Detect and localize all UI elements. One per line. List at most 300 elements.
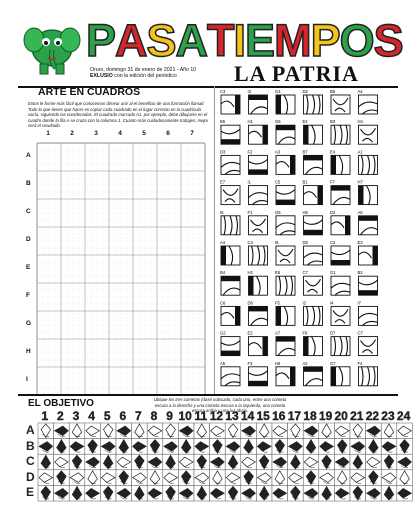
puzzle-piece (220, 331, 240, 356)
kite-cell (256, 439, 272, 455)
puzzle-piece (330, 240, 350, 265)
piece-label: F6 (302, 330, 308, 336)
kite-cell (54, 485, 70, 501)
objetivo-column-number: 7 (135, 409, 142, 423)
piece-label: C7 (302, 270, 308, 276)
piece-label: I4 (330, 300, 334, 306)
kite-cell (350, 470, 366, 486)
puzzle-piece (220, 149, 240, 174)
objetivo-column-number: 10 (178, 409, 192, 423)
kite-cell (397, 439, 413, 455)
puzzle-piece (303, 361, 323, 386)
kite-cell (194, 470, 210, 486)
kite-cell (366, 423, 382, 439)
kite-cell (288, 454, 304, 470)
puzzle-piece (330, 89, 350, 114)
piece-label: G6 (275, 119, 281, 125)
kite-cell (132, 470, 148, 486)
puzzle-piece (275, 361, 295, 386)
piece-label: E4 (302, 119, 308, 125)
objetivo-row-letter: A (26, 423, 35, 437)
piece-label: B1 (302, 179, 308, 185)
puzzle-piece (275, 210, 295, 235)
kite-cell (69, 470, 85, 486)
piece-label: I2 (302, 300, 306, 306)
puzzle-piece (303, 180, 323, 205)
piece-label: D2 (330, 209, 336, 215)
exclusive-text: con la edición del periódico (112, 73, 177, 79)
grid-row-letter: I (26, 376, 28, 383)
kite-cell (319, 439, 335, 455)
kite-cell (334, 439, 350, 455)
piece-label: B6 (220, 119, 226, 125)
piece-label: I5 (275, 240, 279, 245)
grid-column-number: 5 (142, 130, 146, 137)
piece-label: A6 (357, 209, 363, 215)
title-letter: O (339, 15, 374, 66)
grid-column-number: 4 (118, 130, 122, 137)
puzzle-piece (248, 270, 268, 295)
grid-lines (36, 142, 206, 396)
arte-section-title: ARTE EN CUADROS (38, 86, 141, 98)
piece-label: A4 (357, 89, 363, 94)
grid-row-letter: B (26, 180, 31, 187)
piece-label: H2 (247, 270, 253, 276)
kite-cell (350, 423, 366, 439)
grid-column-number: 3 (94, 130, 98, 137)
kite-cell (256, 423, 272, 439)
title-letter: A (115, 15, 147, 66)
piece-label: H1 (247, 119, 253, 125)
objetivo-column-number: 19 (318, 409, 333, 423)
puzzle-piece (358, 361, 378, 386)
kite-cell (38, 470, 54, 486)
puzzle-piece (248, 240, 268, 265)
kite-cell (381, 439, 397, 455)
kite-cell (116, 423, 132, 439)
puzzle-piece (358, 180, 378, 205)
kite-cell (334, 423, 350, 439)
kite-cell (178, 423, 194, 439)
kite-cell (350, 439, 366, 455)
elephant-mascot-logo (22, 18, 82, 76)
piece-label: H7 (357, 179, 363, 185)
grid-row-letter: G (26, 320, 32, 327)
objetivo-column-number: 6 (119, 409, 127, 423)
piece-label: G2 (220, 330, 226, 336)
kite-cell (334, 470, 350, 486)
puzzle-piece (330, 361, 350, 386)
kite-cell (163, 439, 179, 455)
title-letter: M (274, 15, 311, 66)
kite-cell (85, 485, 101, 501)
piece-label: I3 (247, 89, 251, 94)
kite-cell (397, 454, 413, 470)
piece-label: C4 (247, 240, 253, 245)
puzzle-piece (220, 240, 240, 265)
kite-cell (194, 423, 210, 439)
kite-cell (303, 485, 319, 501)
kite-cell (397, 485, 413, 501)
objetivo-column-number: 5 (103, 409, 111, 423)
grid-column-number: 2 (70, 130, 74, 137)
kite-cell (38, 485, 54, 501)
kite-cell (147, 454, 163, 470)
puzzle-piece (303, 331, 323, 356)
objetivo-column-number: 24 (396, 409, 411, 423)
piece-label: F3 (247, 360, 253, 366)
objetivo-column-number: 9 (166, 409, 173, 423)
puzzle-piece (330, 149, 350, 174)
title-letter: A (175, 15, 208, 66)
kite-cell (225, 423, 241, 439)
objetivo-column-number: 8 (150, 409, 158, 423)
puzzle-piece (275, 331, 295, 356)
kite-cell (272, 470, 288, 486)
objetivo-row-letter: C (26, 454, 35, 469)
kite-cell (38, 454, 54, 470)
kite-cell (319, 423, 335, 439)
kite-cell (85, 423, 101, 439)
objetivo-column-number: 14 (240, 409, 255, 423)
puzzle-piece (220, 361, 240, 386)
kite-cell (163, 470, 179, 486)
puzzle-piece (358, 240, 378, 265)
kite-cell (210, 485, 226, 501)
kite-cell (163, 423, 179, 439)
puzzle-piece (248, 210, 268, 235)
objetivo-column-number: 20 (334, 409, 348, 423)
puzzle-piece (358, 89, 378, 114)
kite-cell (303, 423, 319, 439)
title-letter: E (245, 15, 275, 66)
grid-row-letter: E (26, 264, 31, 271)
kite-cell (303, 470, 319, 486)
pasatiempos-title (86, 15, 403, 66)
grid-row-letter: H (26, 348, 31, 355)
puzzle-piece (303, 240, 323, 265)
puzzle-piece (303, 300, 323, 325)
puzzle-piece (330, 270, 350, 295)
kite-cell (272, 485, 288, 501)
puzzle-piece (220, 210, 240, 235)
title-letter: P (86, 15, 116, 66)
piece-label: E3 (357, 240, 363, 245)
puzzle-piece (248, 149, 268, 174)
kite-cell (366, 485, 382, 501)
kite-cell (319, 454, 335, 470)
piece-label: B3 (330, 119, 336, 125)
kite-cell (381, 470, 397, 486)
kite-cell (194, 485, 210, 501)
piece-label: I6 (220, 209, 224, 215)
grid-row-letter: A (26, 152, 31, 159)
kite-cell (38, 423, 54, 439)
piece-label: G1 (330, 270, 336, 276)
kite-cell (147, 485, 163, 501)
kite-cell (100, 485, 116, 501)
piece-label: H4 (357, 119, 363, 125)
kite-cell (69, 454, 85, 470)
kite-cell (116, 439, 132, 455)
puzzle-piece (275, 270, 295, 295)
puzzle-piece (220, 119, 240, 144)
title-letter: I (233, 15, 246, 66)
piece-label: F2 (247, 149, 253, 155)
kite-cell (366, 454, 382, 470)
kite-cell (178, 439, 194, 455)
puzzle-piece (330, 331, 350, 356)
kite-cell (194, 439, 210, 455)
kite-cell (381, 423, 397, 439)
kite-cell (256, 485, 272, 501)
piece-label: G4 (275, 89, 281, 94)
kite-cell (256, 470, 272, 486)
kite-cell (241, 485, 257, 501)
kite-cell (381, 485, 397, 501)
piece-label: E4 (330, 149, 336, 155)
objetivo-column-number: 17 (287, 409, 302, 423)
piece-label: G7 (330, 360, 336, 366)
piece-label: A3 (275, 149, 281, 155)
puzzle-piece (358, 149, 378, 174)
piece-label: F1 (247, 209, 253, 215)
puzzle-piece (220, 89, 240, 114)
kite-cell (54, 454, 70, 470)
kite-cell (334, 485, 350, 501)
grid-row-letter: D (26, 236, 31, 243)
kite-cell (366, 470, 382, 486)
kite-cell (288, 423, 304, 439)
kite-cell (147, 423, 163, 439)
puzzle-piece (303, 119, 323, 144)
objetivo-row-letter: D (26, 469, 35, 484)
kite-cell (319, 485, 335, 501)
piece-label: H6 (275, 360, 281, 366)
kite-cell (350, 485, 366, 501)
kite-cell (147, 470, 163, 486)
puzzle-piece (275, 300, 295, 325)
objetivo-row-letter: B (26, 438, 35, 453)
exclusive-label: EXLUSIO (90, 73, 113, 79)
puzzle-piece (220, 180, 240, 205)
piece-label: C6 (220, 300, 226, 306)
puzzle-piece (330, 119, 350, 144)
kite-cell (288, 485, 304, 501)
kite-cell (54, 470, 70, 486)
objetivo-divider (18, 394, 398, 396)
piece-label: D3 (220, 149, 226, 155)
piece-label: B7 (302, 149, 308, 155)
kite-cell (210, 454, 226, 470)
kite-cell (334, 454, 350, 470)
title-letter: T (207, 15, 234, 66)
arte-instructions: Estos le forme más fácil que conocemos dirnear unir al el beneficio de una formación llamail. Todo lo que tienes que hacer es copiar cada cuadrado en el lugar correcto en la cuadrícula vacía, siguiendo las coordenadas. El cuadrado marcado A1, por ejemplo, debe dibujarse en el cuadro donde la fila A se cruza con la columna 1. Cuanto más cuidadosamente trabajes, mejor será el resultado. (28, 101, 209, 128)
kite-cell (116, 454, 132, 470)
piece-label: C5 (275, 179, 281, 185)
kite-cell (241, 470, 257, 486)
puzzle-piece (275, 89, 295, 114)
kite-cell (163, 485, 179, 501)
kite-cell (381, 454, 397, 470)
piece-label: A1 (357, 149, 363, 155)
grid-column-number: 6 (166, 130, 170, 137)
kite-cell (85, 470, 101, 486)
puzzle-piece (248, 331, 268, 356)
section-divider (214, 86, 215, 394)
kite-cell (210, 423, 226, 439)
piece-label: H5 (302, 209, 308, 215)
kite-cell (225, 470, 241, 486)
puzzle-piece (248, 300, 268, 325)
kite-cell (225, 454, 241, 470)
puzzle-piece (330, 180, 350, 205)
puzzle-pieces-panel (216, 86, 406, 391)
objetivo-column-number: 22 (365, 409, 380, 423)
objetivo-row-letter: E (26, 485, 35, 500)
piece-label: A4 (220, 240, 226, 245)
kite-cell (54, 423, 70, 439)
kite-cell (350, 454, 366, 470)
kite-cell (225, 485, 241, 501)
kite-cell (241, 454, 257, 470)
kite-cell (132, 439, 148, 455)
kite-cell (178, 485, 194, 501)
piece-label: I7 (357, 300, 361, 306)
puzzle-piece (248, 89, 268, 114)
kite-cell (210, 439, 226, 455)
puzzle-piece (358, 210, 378, 235)
puzzle-piece (303, 149, 323, 174)
title-letter: P (310, 15, 340, 66)
piece-label: B2 (357, 270, 363, 276)
grid-column-number: 7 (190, 130, 194, 137)
objetivo-column-number: 15 (256, 409, 270, 423)
grid-row-letter: F (26, 292, 30, 299)
puzzle-piece (303, 89, 323, 114)
kite-cell (178, 454, 194, 470)
objetivo-column-number: 12 (209, 409, 224, 423)
kite-cell (38, 439, 54, 455)
kite-cell (288, 439, 304, 455)
kite-cell (178, 470, 194, 486)
piece-label: C3 (220, 89, 226, 94)
kite-pattern-grid (37, 422, 413, 502)
puzzle-piece (248, 119, 268, 144)
puzzle-piece (220, 300, 240, 325)
puzzle-piece (248, 180, 268, 205)
grid-column-number: 1 (46, 130, 50, 137)
piece-label: D7 (330, 330, 336, 336)
kite-cell (100, 454, 116, 470)
kite-cell (132, 485, 148, 501)
kite-cell (366, 439, 382, 455)
puzzle-piece (220, 270, 240, 295)
objetivo-column-number: 16 (272, 409, 286, 423)
puzzle-piece (358, 300, 378, 325)
newspaper-brand: LA PATRIA (234, 61, 359, 86)
kite-cell (397, 423, 413, 439)
kite-cell (100, 470, 116, 486)
puzzle-piece (303, 270, 323, 295)
puzzle-piece (275, 240, 295, 265)
objetivo-column-number: 11 (194, 409, 208, 423)
piece-label: C7 (357, 330, 363, 336)
objetivo-column-number: 21 (350, 409, 364, 423)
title-letter: S (373, 15, 403, 66)
puzzle-piece (330, 300, 350, 325)
kite-cell (69, 439, 85, 455)
kite-cell (272, 423, 288, 439)
piece-label: C2 (330, 240, 336, 245)
piece-label: F4 (357, 360, 363, 366)
piece-label: G5 (275, 209, 281, 215)
objetivo-column-number: 3 (72, 409, 80, 423)
kite-cell (319, 470, 335, 486)
piece-label: B5 (330, 89, 336, 94)
kite-cell (54, 439, 70, 455)
piece-label: A2 (302, 360, 308, 366)
kite-cell (194, 454, 210, 470)
piece-label: I1 (247, 179, 251, 185)
piece-label: F5 (275, 300, 280, 306)
objetivo-instructions: Ubique los tres cometas (dasé colocado, cada uno, entre una cometa escura a la derecha y una cometa escura a la izquierda, una cometa escura arriba y una luz abajo. (153, 397, 287, 413)
piece-label: F7 (330, 179, 335, 185)
kite-cell (69, 423, 85, 439)
kite-cell (210, 470, 226, 486)
kite-cell (397, 470, 413, 486)
puzzle-piece (358, 119, 378, 144)
kite-cell (303, 454, 319, 470)
kite-cell (100, 439, 116, 455)
kite-cell (288, 470, 304, 486)
piece-label: E2 (247, 330, 253, 336)
kite-cell (85, 439, 101, 455)
kite-cell (241, 439, 257, 455)
piece-label: D6 (247, 300, 253, 306)
kite-cell (272, 454, 288, 470)
kite-cell (225, 439, 241, 455)
date-text: Oruro, domingo 31 de enero de 2021 - Año 10 (90, 67, 197, 73)
kite-cell (69, 485, 85, 501)
puzzle-piece (358, 270, 378, 295)
puzzle-piece (303, 210, 323, 235)
piece-label: A7 (275, 330, 281, 336)
piece-label: A5 (220, 360, 226, 366)
objetivo-column-number: 18 (303, 409, 317, 423)
kite-cell (85, 454, 101, 470)
objetivo-column-number: 1 (41, 409, 49, 423)
dateline (90, 67, 240, 79)
kite-cell (256, 454, 272, 470)
kite-cell (116, 470, 132, 486)
grid-row-letter: C (26, 208, 31, 215)
piece-label: D5 (302, 240, 308, 245)
puzzle-piece (330, 210, 350, 235)
title-letter: S (146, 15, 176, 66)
puzzle-piece (248, 361, 268, 386)
kite-cell (303, 439, 319, 455)
kite-cell (163, 454, 179, 470)
kite-cell (272, 439, 288, 455)
objetivo-column-number: 13 (225, 409, 239, 423)
puzzle-piece (275, 119, 295, 144)
piece-label: D2 (302, 89, 308, 94)
puzzle-piece (275, 180, 295, 205)
kite-cell (132, 423, 148, 439)
piece-label: E6 (275, 270, 281, 276)
piece-label: E7 (220, 179, 226, 185)
